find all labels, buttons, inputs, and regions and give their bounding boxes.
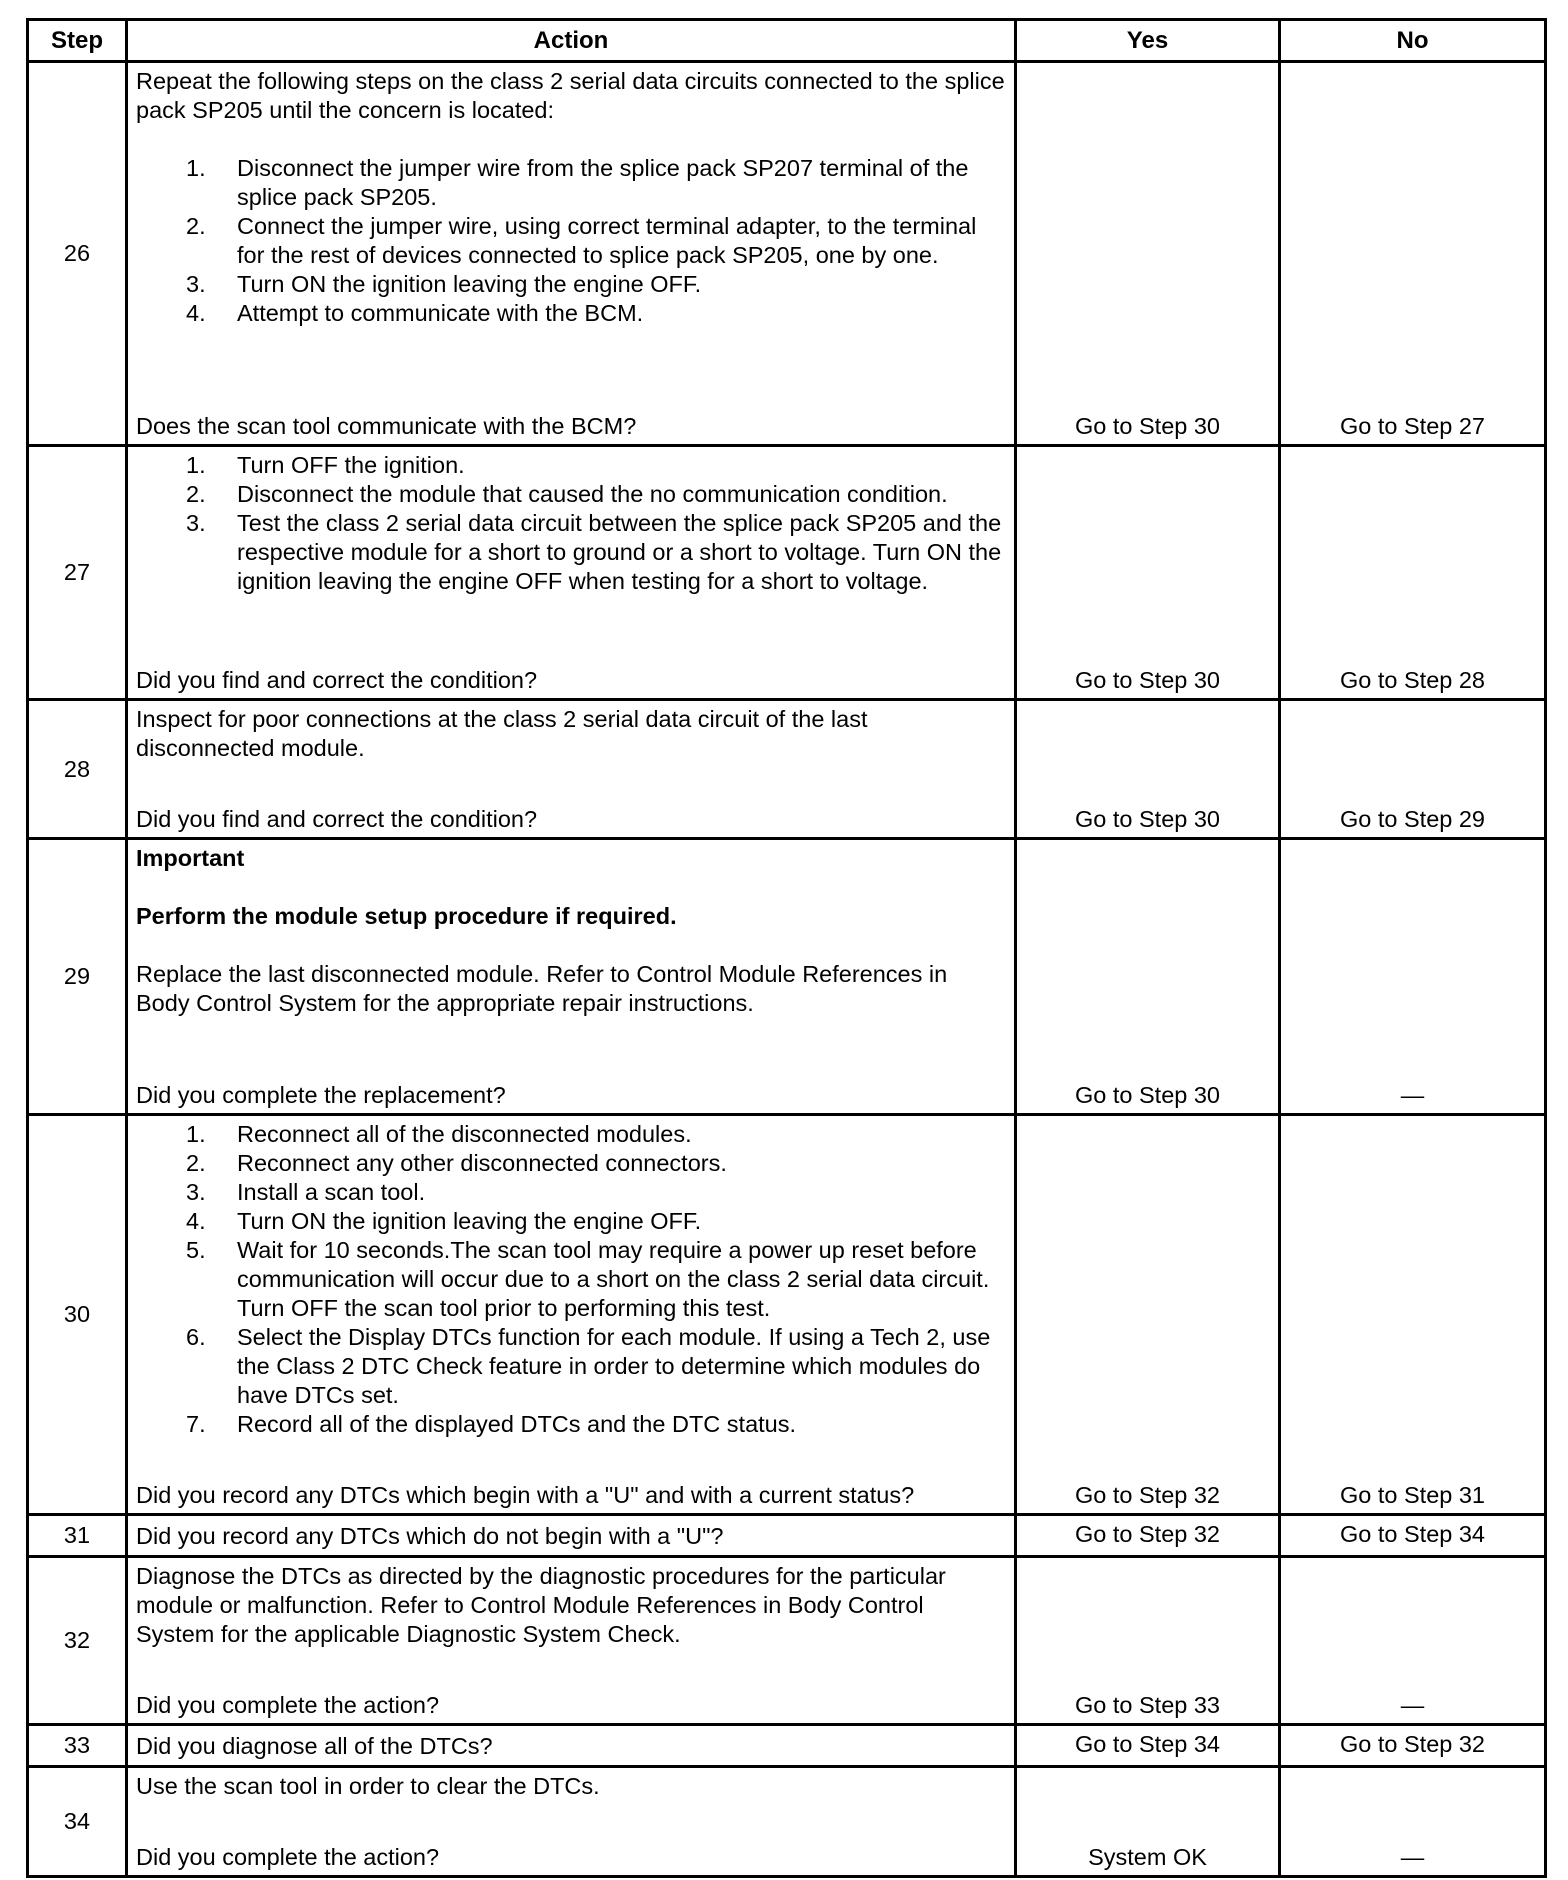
list-item: 2. Connect the jumper wire, using correct terminal adapter, to the terminal for the rest of devices connected to splice pack SP205, one by one. xyxy=(186,213,977,268)
list-item: 7. Record all of the displayed DTCs and the DTC status. xyxy=(186,1411,797,1437)
no-result: Go to Step 27 xyxy=(1280,62,1546,446)
action-intro: Inspect for poor connections at the class 2 serial data circuit of the last disconnected module. xyxy=(136,706,868,761)
no-result: Go to Step 31 xyxy=(1280,1115,1546,1515)
no-result: Go to Step 28 xyxy=(1280,446,1546,700)
no-result: Go to Step 32 xyxy=(1280,1725,1546,1767)
action-cell xyxy=(127,839,1016,1115)
list-item: 1. Reconnect all of the disconnected modules. xyxy=(186,1121,692,1147)
header-action: Action xyxy=(127,20,1016,62)
list-item: 4. Attempt to communicate with the BCM. xyxy=(186,300,644,326)
yes-result: Go to Step 34 xyxy=(1016,1725,1280,1767)
action-intro: Repeat the following steps on the class 2 serial data circuits connected to the splice pack SP205 until the concern is located: xyxy=(136,68,1005,123)
list-item: 3. Turn ON the ignition leaving the engine OFF. xyxy=(186,271,702,297)
list-item: 5. Wait for 10 seconds.The scan tool may require a power up reset before communication will occur due to a short on the class 2 serial data circuit. Turn OFF the scan tool prior to performing this test. xyxy=(186,1237,990,1321)
action-question: Did you find and correct the condition? xyxy=(136,806,538,832)
diagnostic-table xyxy=(26,18,1547,1878)
step-number: 26 xyxy=(28,62,127,446)
action-cell xyxy=(127,700,1016,839)
no-result: — xyxy=(1280,839,1546,1115)
important-heading: Important xyxy=(136,845,245,871)
list-item: 3. Test the class 2 serial data circuit between the splice pack SP205 and the respective module for a short to ground or a short to voltage. Turn ON the ignition leaving the engine OFF when testing for a short to voltage. xyxy=(186,510,1002,594)
list-item: 1. Turn OFF the ignition. xyxy=(186,452,465,478)
no-result: Go to Step 34 xyxy=(1280,1515,1546,1557)
list-item: 2. Reconnect any other disconnected connectors. xyxy=(186,1150,727,1176)
yes-result: Go to Step 30 xyxy=(1016,62,1280,446)
action-intro: Diagnose the DTCs as directed by the diagnostic procedures for the particular module or malfunction. Refer to Control Module References in Body Control System for the applicable Diagnostic System Check. xyxy=(136,1563,946,1647)
list-item: 3. Install a scan tool. xyxy=(186,1179,426,1205)
step-number: 31 xyxy=(28,1515,127,1557)
list-item: 4. Turn ON the ignition leaving the engine OFF. xyxy=(186,1208,702,1234)
no-result: Go to Step 29 xyxy=(1280,700,1546,839)
action-question: Does the scan tool communicate with the BCM? xyxy=(136,413,637,439)
action-cell xyxy=(127,1767,1016,1877)
action-intro: Replace the last disconnected module. Refer to Control Module References in Body Control System for the appropriate repair instructions. xyxy=(136,961,948,1016)
header-row xyxy=(28,20,1546,62)
table-row xyxy=(28,62,1546,446)
step-number: 32 xyxy=(28,1557,127,1725)
yes-result: Go to Step 33 xyxy=(1016,1557,1280,1725)
table-row xyxy=(28,1115,1546,1515)
step-number: 30 xyxy=(28,1115,127,1515)
table-row xyxy=(28,1515,1546,1557)
action-question: Did you record any DTCs which do not begin with a "U"? xyxy=(136,1522,724,1549)
table-row xyxy=(28,1767,1546,1877)
action-question: Did you complete the action? xyxy=(136,1692,440,1718)
action-question: Did you record any DTCs which begin with a "U" and with a current status? xyxy=(136,1482,915,1508)
action-cell xyxy=(127,1515,1016,1557)
action-question: Did you find and correct the condition? xyxy=(136,667,538,693)
action-cell xyxy=(127,1725,1016,1767)
list-item: 2. Disconnect the module that caused the no communication condition. xyxy=(186,481,948,507)
action-question: Did you diagnose all of the DTCs? xyxy=(136,1732,493,1759)
list-item: 6. Select the Display DTCs function for each module. If using a Tech 2, use the Class 2 DTC Check feature in order to determine which modules do have DTCs set. xyxy=(186,1324,991,1408)
action-cell xyxy=(127,62,1016,446)
yes-result: Go to Step 30 xyxy=(1016,700,1280,839)
action-question: Did you complete the replacement? xyxy=(136,1082,506,1108)
step-number: 33 xyxy=(28,1725,127,1767)
important-note: Perform the module setup procedure if required. xyxy=(136,903,677,929)
action-steps xyxy=(136,1120,1006,1439)
action-steps xyxy=(136,154,1006,328)
header-yes: Yes xyxy=(1016,20,1280,62)
action-cell xyxy=(127,1557,1016,1725)
header-step: Step xyxy=(28,20,127,62)
header-no: No xyxy=(1280,20,1546,62)
step-number: 29 xyxy=(28,839,127,1115)
step-number: 27 xyxy=(28,446,127,700)
yes-result: Go to Step 32 xyxy=(1016,1115,1280,1515)
yes-result: Go to Step 32 xyxy=(1016,1515,1280,1557)
action-intro: Use the scan tool in order to clear the DTCs. xyxy=(136,1773,600,1799)
list-item: 1. Disconnect the jumper wire from the splice pack SP207 terminal of the splice pack SP205. xyxy=(186,155,969,210)
yes-result: Go to Step 30 xyxy=(1016,446,1280,700)
table-row xyxy=(28,700,1546,839)
table-row xyxy=(28,446,1546,700)
table-row xyxy=(28,839,1546,1115)
action-steps xyxy=(136,451,1006,596)
action-cell xyxy=(127,446,1016,700)
yes-result: System OK xyxy=(1016,1767,1280,1877)
no-result: — xyxy=(1280,1767,1546,1877)
action-question: Did you complete the action? xyxy=(136,1844,440,1870)
yes-result: Go to Step 30 xyxy=(1016,839,1280,1115)
step-number: 34 xyxy=(28,1767,127,1877)
step-number: 28 xyxy=(28,700,127,839)
no-result: — xyxy=(1280,1557,1546,1725)
table-row xyxy=(28,1725,1546,1767)
table-row xyxy=(28,1557,1546,1725)
action-cell xyxy=(127,1115,1016,1515)
